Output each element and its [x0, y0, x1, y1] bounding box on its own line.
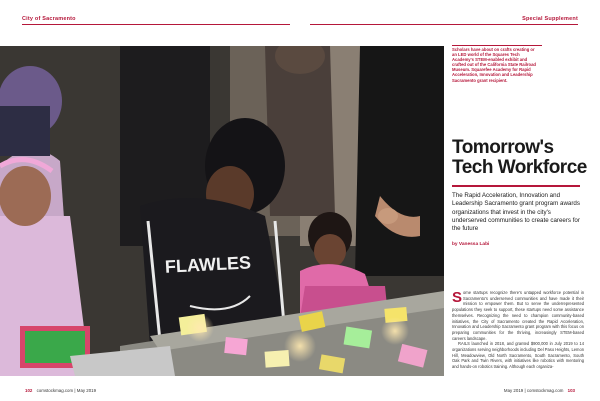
title-rule	[452, 185, 580, 187]
feature-photo	[0, 46, 444, 376]
section-header-left: City of Sacramento	[22, 16, 76, 22]
page-number-left: 102	[25, 388, 33, 393]
page-number-right: 103	[567, 388, 575, 393]
header-rule-right	[310, 24, 578, 25]
section-header-right: Special Supplement	[522, 16, 578, 22]
article-deck: The Rapid Acceleration, Innovation and Leadership Sacramento grant program awards organizations that invest in the city's underserved communities to create careers for the future	[452, 192, 580, 233]
photo-illustration	[0, 46, 444, 376]
article-byline: by Vanessa Labi	[452, 242, 490, 247]
title-line-1: Tomorrow's	[452, 137, 554, 158]
body-paragraph-2: RAILS launched in 2018, and granted $900,000 in July 2019 to 14 organizations serving neighborhoods including Del Paso Heights, Lemon Hill, Meadowview, Old North Sacramento, South Sacramento, South Oak Park and Twin Rivers, with initiatives like robotics with mentoring and hands-on robotics training. Although each organiza-	[452, 341, 584, 370]
footer-site-left: comstockmag.com	[36, 388, 74, 393]
footer-site-right: comstockmag.com	[526, 388, 564, 393]
footer-right: May 2019 | comstockmag.com 103	[503, 388, 575, 393]
photo-caption: Scholars have about on crafts creating or an LED world of the Squares Tech Academy's STEM-enabled exhibit and crafted out of the California State Railroad Museum. Squarefee Academy for Rapid Acceleration, Innovation and Leadership Sacramento grant recipient.	[452, 47, 536, 83]
body-paragraph-1: ome startups recognize there's untapped workforce potential in Sacramento's underserved communities and have made it their mission to empower them. But to serve the underrepresented populations they seek to support, these startups need some assistance themselves. Recognizing the need to champion community-based initiatives, the City of Sacramento created the Rapid Acceleration, Innovation and Leadership Sacramento grant program with this focus on preparing communities for the thriving, increasingly STEM-based careers landscape.	[452, 290, 584, 341]
caption-rule	[452, 45, 542, 46]
footer-left: 102 comstockmag.com | May 2019	[25, 388, 97, 393]
hoodie-text: FLAWLES	[164, 252, 252, 277]
header-rule-left	[22, 24, 290, 25]
drop-cap: S	[452, 289, 463, 306]
title-line-2: Tech Workforce	[452, 157, 587, 178]
article-title	[452, 138, 592, 178]
footer-issue-right: May 2019	[503, 388, 524, 393]
footer-issue-left: May 2019	[76, 388, 97, 393]
article-body	[452, 290, 584, 370]
